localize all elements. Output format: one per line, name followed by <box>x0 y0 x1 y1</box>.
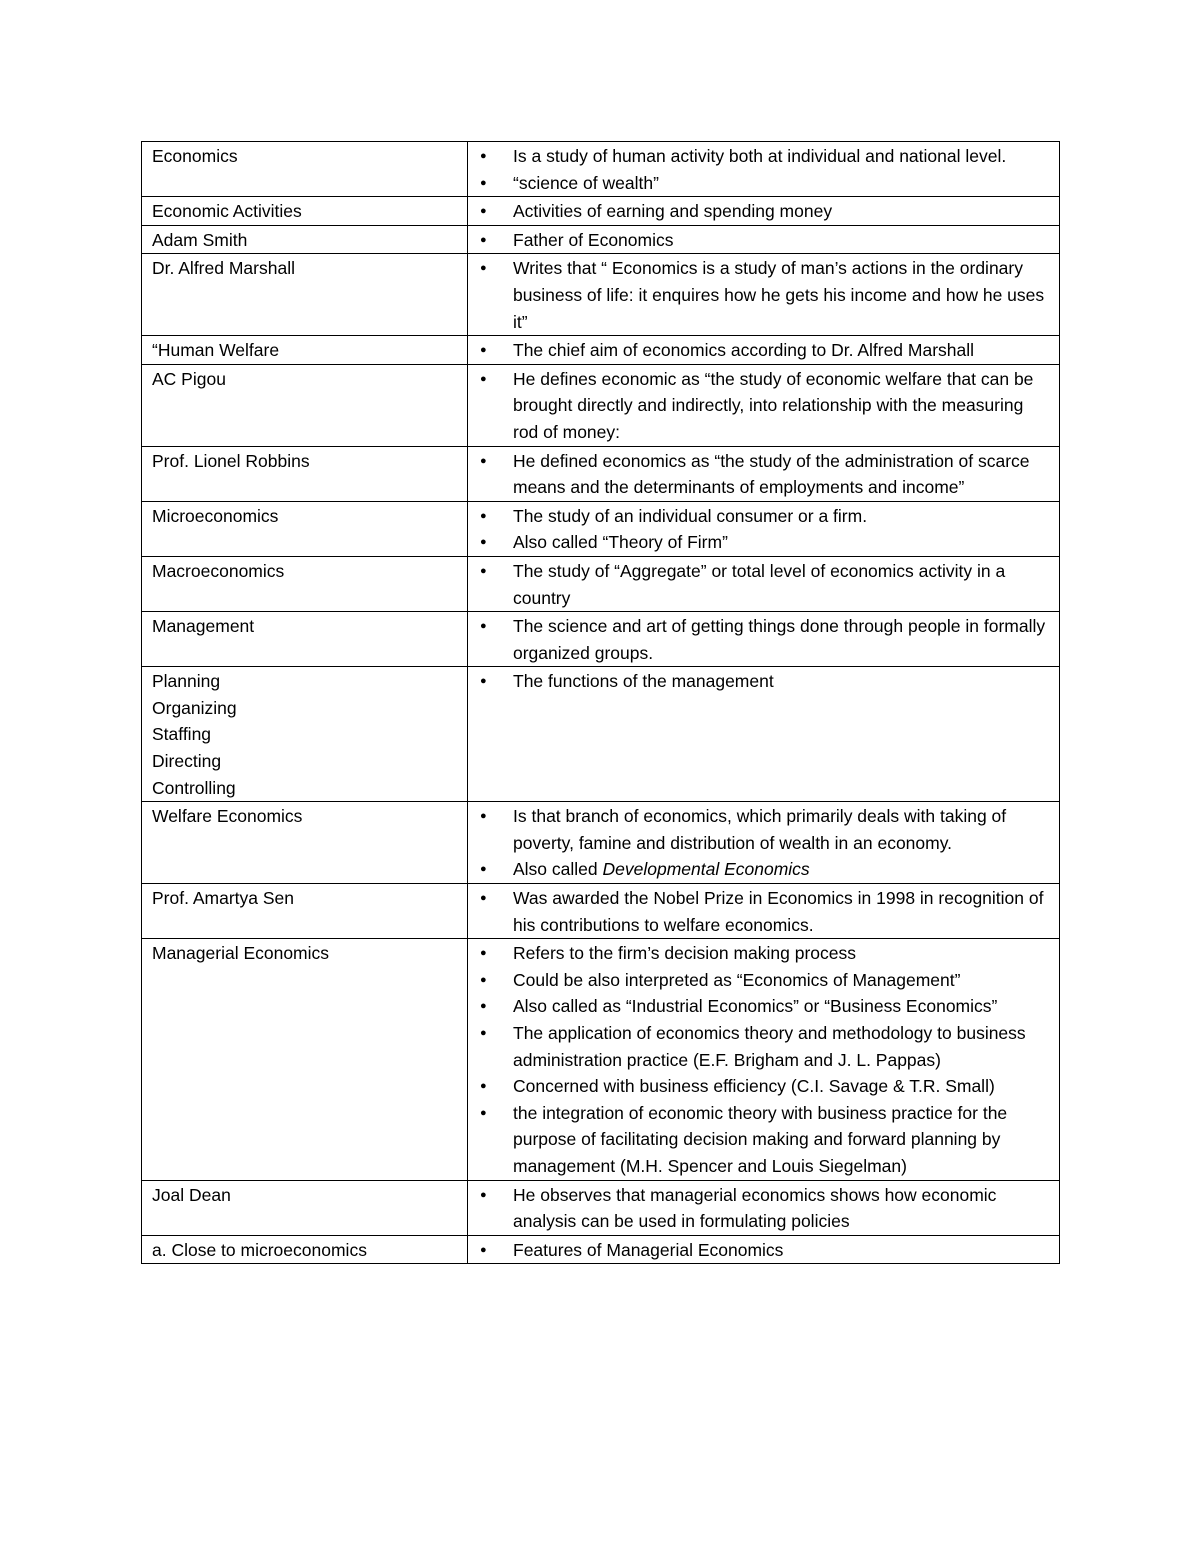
table-row <box>142 802 1060 884</box>
term-text: a. Close to microeconomics <box>152 1239 367 1260</box>
table-row <box>142 1180 1060 1235</box>
definition-list <box>468 940 1059 1179</box>
definition-item: ● Also called as “Industrial Economics” or “Business Economics” <box>468 993 1059 1020</box>
term-text: Dr. Alfred Marshall <box>152 258 295 279</box>
definition-item: ● Was awarded the Nobel Prize in Economics in 1998 in recognition of his contributions to welfare economics. <box>468 885 1059 938</box>
definition-list <box>468 448 1059 501</box>
term-text: Joal Dean <box>152 1184 231 1205</box>
term-text: Organizing <box>152 697 237 718</box>
definition-item: ● Could be also interpreted as “Economics of Management” <box>468 967 1059 994</box>
term-cell <box>142 884 468 939</box>
definition-item: ● He observes that managerial economics shows how economic analysis can be used in formulating policies <box>468 1182 1059 1235</box>
term-text: Planning <box>152 671 221 692</box>
table-row <box>142 612 1060 667</box>
definition-item: ● Refers to the firm’s decision making process <box>468 940 1059 967</box>
term-cell <box>142 336 468 365</box>
term-cell <box>142 1180 468 1235</box>
definition-item: ● The study of an individual consumer or a firm. <box>468 503 1059 530</box>
definition-list <box>468 613 1059 666</box>
definition-item: ● Activities of earning and spending money <box>468 198 1059 225</box>
table-row <box>142 336 1060 365</box>
definition-list <box>468 255 1059 335</box>
term-text: Prof. Amartya Sen <box>152 888 295 909</box>
definitions-table <box>141 141 1060 1264</box>
table-row <box>142 254 1060 336</box>
term-text: Welfare Economics <box>152 806 303 827</box>
definition-cell <box>468 446 1060 501</box>
term-text: Controlling <box>152 777 236 798</box>
table-row <box>142 1235 1060 1264</box>
definition-cell <box>468 197 1060 226</box>
definition-cell <box>468 1180 1060 1235</box>
term-text: Adam Smith <box>152 229 248 250</box>
term-text: AC Pigou <box>152 368 226 389</box>
definition-item: ● “science of wealth” <box>468 170 1059 197</box>
definition-item: ● Concerned with business efficiency (C.I. Savage & T.R. Small) <box>468 1073 1059 1100</box>
definition-cell <box>468 556 1060 611</box>
definition-item: ● the integration of economic theory with business practice for the purpose of facilitating decision making and forward planning by management (M.H. Spencer and Louis Siegelman) <box>468 1100 1059 1180</box>
definition-list <box>468 668 1059 695</box>
definition-list <box>468 1182 1059 1235</box>
definition-item: ● He defines economic as “the study of economic welfare that can be brought directly and indirectly, into relationship with the measuring rod of money: <box>468 366 1059 446</box>
definition-list <box>468 337 1059 364</box>
term-cell <box>142 939 468 1180</box>
term-text: Prof. Lionel Robbins <box>152 450 310 471</box>
term-cell <box>142 1235 468 1264</box>
definition-item: ● Father of Economics <box>468 227 1059 254</box>
definition-item: ● Also called “Theory of Firm” <box>468 529 1059 556</box>
table-row <box>142 556 1060 611</box>
table-body <box>142 142 1060 1264</box>
definition-item: ● The study of “Aggregate” or total level of economics activity in a country <box>468 558 1059 611</box>
term-text: Microeconomics <box>152 505 279 526</box>
definition-cell <box>468 612 1060 667</box>
definition-cell <box>468 501 1060 556</box>
term-text: Macroeconomics <box>152 560 285 581</box>
term-cell <box>142 142 468 197</box>
term-text: “Human Welfare <box>152 340 280 361</box>
table-row <box>142 364 1060 446</box>
term-cell <box>142 556 468 611</box>
definition-list <box>468 503 1059 556</box>
definition-list <box>468 143 1059 196</box>
term-cell <box>142 197 468 226</box>
table-row <box>142 501 1060 556</box>
definition-cell <box>468 364 1060 446</box>
term-cell <box>142 667 468 802</box>
definition-cell <box>468 336 1060 365</box>
term-text: Economic Activities <box>152 201 302 222</box>
table-row <box>142 197 1060 226</box>
table-row <box>142 142 1060 197</box>
definition-cell <box>468 939 1060 1180</box>
term-cell <box>142 364 468 446</box>
definition-item: ● Is a study of human activity both at individual and national level. <box>468 143 1059 170</box>
definition-list <box>468 227 1059 254</box>
definition-cell <box>468 667 1060 802</box>
definition-item: ● Writes that “ Economics is a study of man’s actions in the ordinary business of life: it enquires how he gets his income and how he uses it” <box>468 255 1059 335</box>
definition-item: ● The chief aim of economics according to Dr. Alfred Marshall <box>468 337 1059 364</box>
definition-list <box>468 366 1059 446</box>
table-row <box>142 446 1060 501</box>
term-cell <box>142 802 468 884</box>
definition-list <box>468 198 1059 225</box>
term-cell <box>142 446 468 501</box>
term-cell <box>142 225 468 254</box>
definition-item <box>468 856 1059 883</box>
term-cell <box>142 501 468 556</box>
term-text: Management <box>152 616 255 637</box>
definition-item: ● The science and art of getting things done through people in formally organized groups. <box>468 613 1059 666</box>
table-row <box>142 884 1060 939</box>
definition-list <box>468 885 1059 938</box>
term-text: Staffing <box>152 724 212 745</box>
term-text: Managerial Economics <box>152 943 330 964</box>
definition-cell <box>468 225 1060 254</box>
definition-cell <box>468 884 1060 939</box>
definition-item: ● Features of Managerial Economics <box>468 1237 1059 1264</box>
term-text: Economics <box>152 146 238 166</box>
term-cell <box>142 254 468 336</box>
definition-cell <box>468 142 1060 197</box>
definition-prefix: Also called <box>513 859 603 880</box>
definition-cell <box>468 802 1060 884</box>
table-row <box>142 667 1060 802</box>
definition-list <box>468 558 1059 611</box>
table-row <box>142 939 1060 1180</box>
table-row <box>142 225 1060 254</box>
term-cell <box>142 612 468 667</box>
definition-list <box>468 1237 1059 1264</box>
term-text: Directing <box>152 751 222 772</box>
definition-italic-term: Developmental Economics <box>602 859 810 880</box>
definition-item: ● Is that branch of economics, which primarily deals with taking of poverty, famine and distribution of wealth in an economy. <box>468 803 1059 856</box>
definition-item: ● The application of economics theory and methodology to business administration practice (E.F. Brigham and J. L. Pappas) <box>468 1020 1059 1073</box>
definition-cell <box>468 254 1060 336</box>
definition-list <box>468 803 1059 883</box>
definition-cell <box>468 1235 1060 1264</box>
definition-item: ● He defined economics as “the study of the administration of scarce means and the determinants of employments and income” <box>468 448 1059 501</box>
definition-item: ● The functions of the management <box>468 668 1059 695</box>
